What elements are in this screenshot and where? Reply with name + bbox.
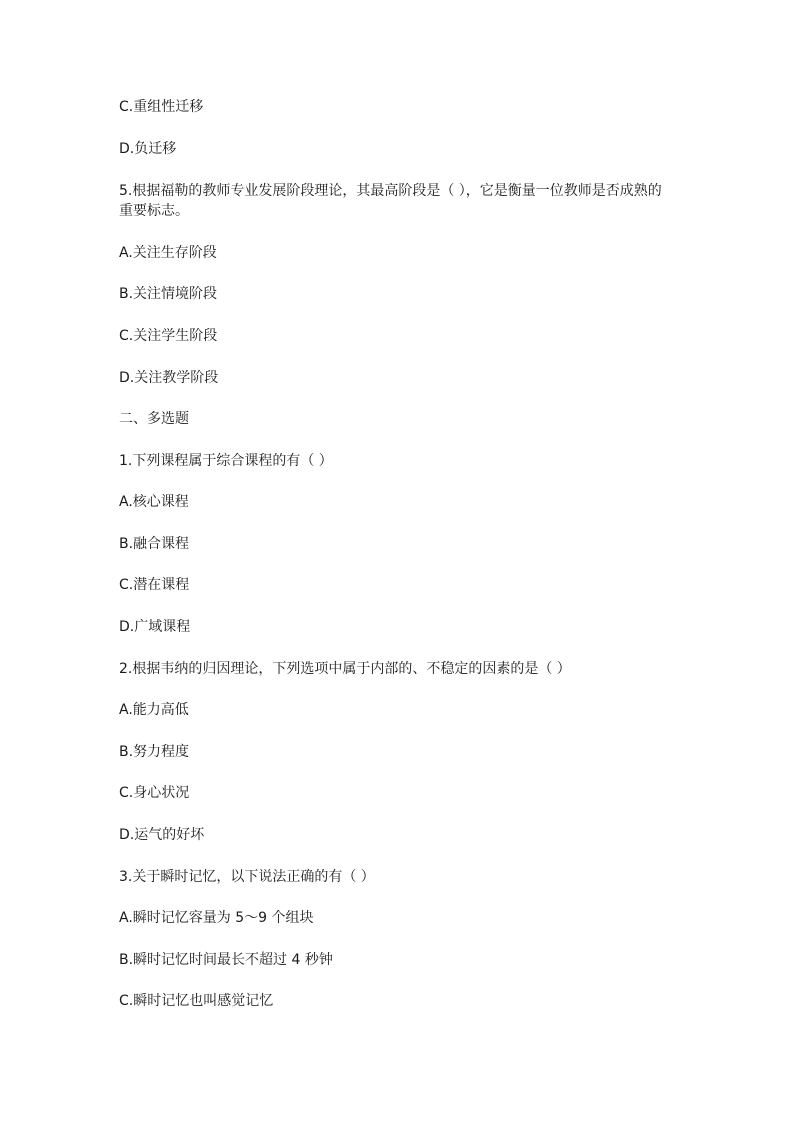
q5-option-b: B.关注情境阶段 bbox=[119, 286, 218, 302]
mc-q3-option-c: C.瞬时记忆也叫感觉记忆 bbox=[119, 993, 274, 1009]
mc-q1-option-d: D.广域课程 bbox=[119, 619, 191, 635]
q5-option-c: C.关注学生阶段 bbox=[119, 328, 218, 344]
mc-q1-option-b: B.融合课程 bbox=[119, 536, 190, 552]
option-c-line: C.重组性迁移 bbox=[119, 99, 204, 115]
mc-question-1: 1.下列课程属于综合课程的有（ ） bbox=[119, 453, 333, 469]
option-d-line: D.负迁移 bbox=[119, 141, 177, 157]
mc-question-2: 2.根据韦纳的归因理论，下列选项中属于内部的、不稳定的因素的是（ ） bbox=[119, 661, 571, 677]
mc-q1-option-c: C.潜在课程 bbox=[119, 577, 190, 593]
mc-q1-option-a: A.核心课程 bbox=[119, 494, 189, 510]
mc-question-3: 3.关于瞬时记忆，以下说法正确的有（ ） bbox=[119, 869, 375, 885]
mc-q3-option-a: A.瞬时记忆容量为 5～9 个组块 bbox=[119, 910, 314, 926]
question-5: 5.根据福勒的教师专业发展阶段理论，其最高阶段是（ ），它是衡量一位教师是否成熟的重要标志。 bbox=[119, 183, 662, 219]
mc-q2-option-a: A.能力高低 bbox=[119, 702, 189, 718]
q5-option-d: D.关注教学阶段 bbox=[119, 370, 219, 386]
section-heading-multiple-choice: 二、多选题 bbox=[119, 411, 189, 427]
mc-q2-option-c: C.身心状况 bbox=[119, 785, 190, 801]
mc-q2-option-d: D.运气的好坏 bbox=[119, 827, 205, 843]
q5-option-a: A.关注生存阶段 bbox=[119, 245, 217, 261]
mc-q2-option-b: B.努力程度 bbox=[119, 744, 190, 760]
mc-q3-option-b: B.瞬时记忆时间最长不超过 4 秒钟 bbox=[119, 952, 333, 968]
